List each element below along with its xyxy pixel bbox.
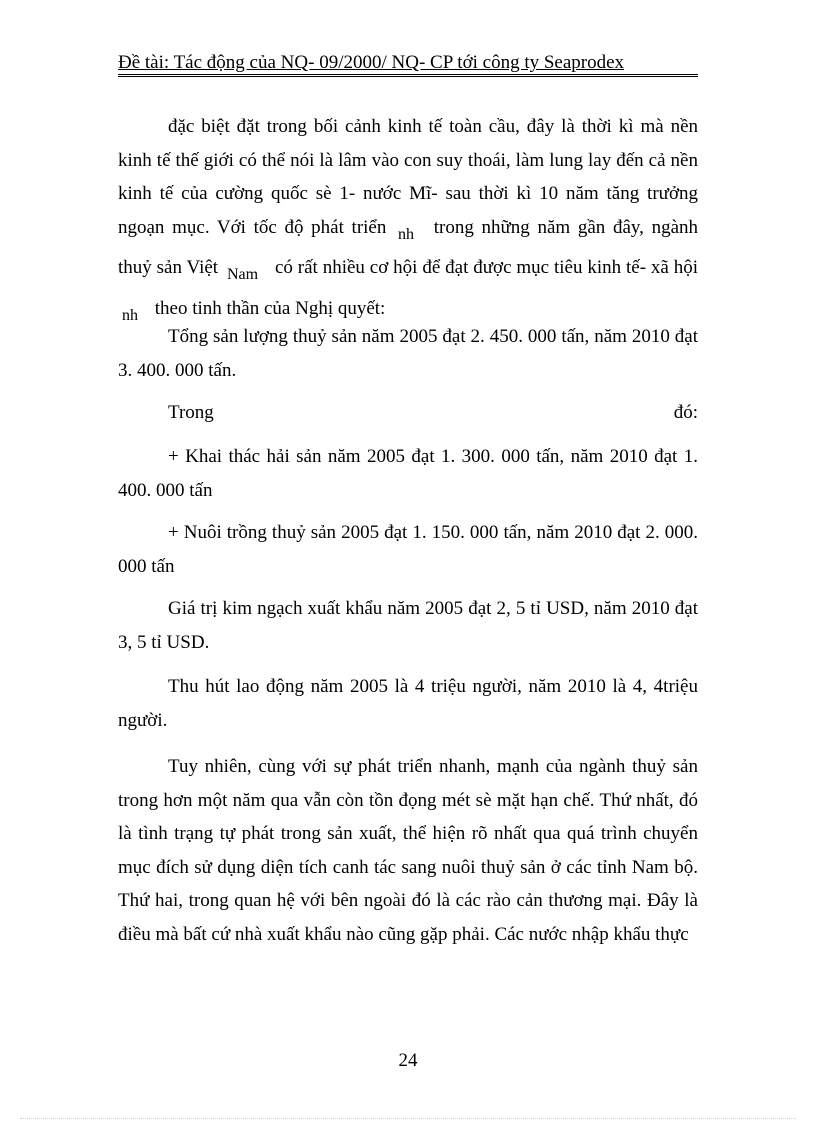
p4-text: + Khai thác hải sản năm 2005 đạt 1. 300. 000 tấn, năm 2010 đạt 1. 400. 000 tấn	[118, 446, 698, 501]
p1-text-b: trong những năm gần đây, ngành thuỷ sản Việt	[118, 216, 699, 278]
paragraph-1	[118, 110, 698, 332]
paragraph-7	[118, 670, 698, 737]
p7-text: Thu hút lao động năm 2005 là 4 triệu người, năm 2010 là 4, 4triệu người.	[118, 676, 698, 731]
paragraph-6	[118, 592, 698, 659]
page-number: 24	[398, 1050, 418, 1071]
p1-text-d: theo tinh thần của Nghị quyết:	[154, 297, 386, 319]
p3-right: đó:	[673, 402, 698, 423]
p6-text: Giá trị kim ngạch xuất khẩu năm 2005 đạt 2, 5 tỉ USD, năm 2010 đạt 3, 5 tỉ USD.	[118, 598, 698, 653]
p1-sub-1: nh	[398, 225, 415, 243]
p3-left: Trong	[168, 402, 214, 423]
page-header	[118, 52, 698, 77]
p8-text: Tuy nhiên, cùng với sự phát triển nhanh, mạnh của ngành thuỷ sản trong hơn một năm qua vẫn còn tồn đọng mét sè mặt hạn chế. Thứ nhất, đó là tình trạng tự phát trong sản xuất, thể hiện rõ nhất qua quá trình chuyển mục đích sử dụng diện tích canh tác sang nuôi thuỷ sản ở các tỉnh Nam bộ. Thứ hai, trong quan hệ với bên ngoài đó là các rào cản thương mại. Đây là điều mà bất cứ nhà xuất khẩu nào cũng gặp phải. Các nước nhập khẩu thực	[118, 756, 698, 945]
p5-text: + Nuôi trồng thuỷ sản 2005 đạt 1. 150. 000 tấn, năm 2010 đạt 2. 000. 000 tấn	[118, 522, 698, 577]
paragraph-4	[118, 440, 698, 507]
header-title: Đề tài: Tác động của NQ- 09/2000/ NQ- CP tới công ty Seaprodex	[118, 52, 625, 73]
p1-sub-3: nh	[122, 306, 138, 324]
p1-text-a: đặc biệt đặt trong bối cảnh kinh tế toàn cầu, đây là thời kì mà nền kinh tế thế giới có thể nói là lâm vào con suy thoái, làm lung lay đến cả nền kinh tế của cường quốc sè 1- nước Mĩ- sau thời kì 10 năm tăng trưởng ngoạn mục. Với tốc độ phát triển	[118, 116, 698, 238]
p2-text: Tổng sản lượng thuỷ sản năm 2005 đạt 2. 450. 000 tấn, năm 2010 đạt 3. 400. 000 tấn.	[118, 326, 698, 381]
paragraph-3	[118, 396, 698, 430]
paragraph-8	[118, 750, 698, 951]
paragraph-2	[118, 320, 698, 387]
p1-sub-2: Nam	[226, 266, 259, 283]
page-bottom-border	[20, 1118, 796, 1119]
paragraph-5	[118, 516, 698, 583]
p1-text-c: có rất nhiều cơ hội để đạt được mục tiêu kinh tế- xã hội	[274, 257, 699, 278]
